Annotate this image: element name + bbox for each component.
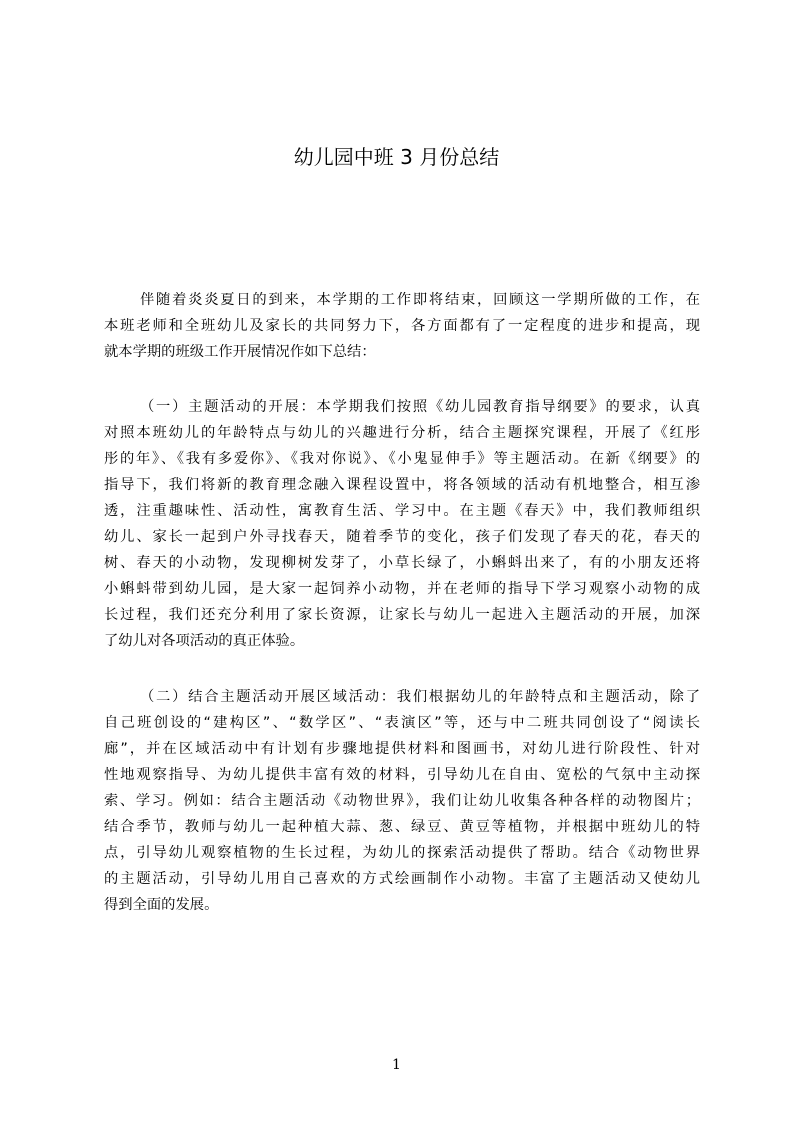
paragraph-line: （一）主题活动的开展：本学期我们按照《幼儿园教育指导纲要》的要求，认真 [140, 399, 700, 415]
paragraph-line: 自己班创设的“建构区”、“数学区”、“表演区”等，还与中二班共同创设了“阅读长 [104, 715, 700, 731]
paragraph-line: 点，引导幼儿观察植物的生长过程，为幼儿的探索活动提供了帮助。结合《动物世界 [104, 845, 700, 861]
page-number: 1 [392, 1057, 401, 1073]
paragraph-line: 对照本班幼儿的年龄特点与幼儿的兴趣进行分析，结合主题探究课程，开展了《红彤 [104, 425, 700, 441]
section-2-paragraph [104, 684, 700, 918]
document-title: 幼儿园中班 3 月份总结 [293, 145, 500, 169]
paragraph-line: 就本学期的班级工作开展情况作如下总结： [104, 344, 376, 360]
paragraph-line: 小蝌蚪带到幼儿园，是大家一起饲养小动物，并在老师的指导下学习观察小动物的成 [104, 581, 700, 597]
paragraph-line: 得到全面的发展。 [104, 897, 219, 913]
section-1-paragraph [104, 394, 700, 654]
paragraph-line: 索、学习。例如：结合主题活动《动物世界》，我们让幼儿收集各种各样的动物图片； [104, 793, 700, 809]
paragraph-line: （二）结合主题活动开展区域活动：我们根据幼儿的年龄特点和主题活动，除了 [140, 689, 700, 705]
paragraph-line: 本班老师和全班幼儿及家长的共同努力下，各方面都有了一定程度的进步和提高，现 [104, 318, 700, 334]
paragraph-line: 廊”，并在区域活动中有计划有步骤地提供材料和图画书，对幼儿进行阶段性、针对 [104, 741, 700, 757]
paragraph-line: 性地观察指导、为幼儿提供丰富有效的材料，引导幼儿在自由、宽松的气氛中主动探 [104, 767, 700, 783]
paragraph-line: 长过程，我们还充分利用了家长资源，让家长与幼儿一起进入主题活动的开展，加深 [104, 607, 700, 623]
paragraph-line: 伴随着炎炎夏日的到来，本学期的工作即将结束，回顾这一学期所做的工作，在 [140, 292, 700, 308]
paragraph-line: 树、春天的小动物，发现柳树发芽了，小草长绿了，小蝌蚪出来了，有的小朋友还将 [104, 555, 700, 571]
paragraph-line: 透，注重趣味性、活动性，寓教育生活、学习中。在主题《春天》中，我们教师组织 [104, 503, 700, 519]
paragraph-line: 结合季节，教师与幼儿一起种植大蒜、葱、绿豆、黄豆等植物，并根据中班幼儿的特 [104, 819, 700, 835]
paragraph-line: 的主题活动，引导幼儿用自己喜欢的方式绘画制作小动物。丰富了主题活动又使幼儿 [104, 871, 700, 887]
paragraph-line: 指导下，我们将新的教育理念融入课程设置中，将各领域的活动有机地整合，相互渗 [104, 477, 700, 493]
intro-paragraph [104, 287, 700, 365]
paragraph-line: 彤的年》、《我有多爱你》、《我对你说》、《小鬼显伸手》等主题活动。在新《纲要》的 [104, 451, 700, 467]
paragraph-line: 了幼儿对各项活动的真正体验。 [104, 633, 305, 649]
paragraph-line: 幼儿、家长一起到户外寻找春天，随着季节的变化，孩子们发现了春天的花，春天的 [104, 529, 700, 545]
